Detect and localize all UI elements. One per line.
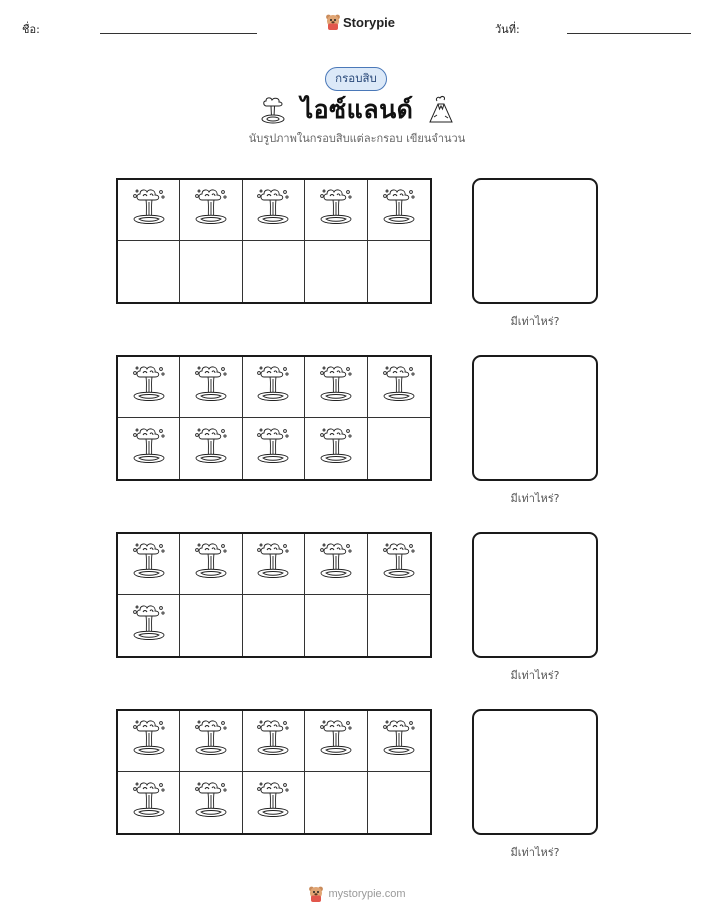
ten-frame-section — [0, 178, 714, 338]
ten-frame-cell — [305, 241, 367, 302]
volcano-icon — [427, 95, 455, 125]
ten-frame-cell — [180, 772, 242, 833]
geyser-icon — [191, 363, 231, 411]
geyser-icon — [253, 425, 293, 473]
ten-frame-cell — [305, 180, 367, 241]
geyser-icon — [259, 95, 287, 125]
ten-frame-cell — [368, 772, 430, 833]
geyser-icon — [316, 186, 356, 234]
title-row — [0, 90, 714, 130]
ten-frame — [116, 709, 432, 835]
question-label: มีเท่าไหร่? — [510, 492, 560, 505]
ten-frame-cell — [243, 711, 305, 772]
geyser-icon — [379, 540, 419, 588]
question-label: มีเท่าไหร่? — [510, 315, 560, 328]
geyser-icon — [129, 186, 169, 234]
ten-frame-cell — [368, 418, 430, 479]
ten-frame-cell — [368, 357, 430, 418]
geyser-icon — [253, 540, 293, 588]
geyser-icon — [129, 363, 169, 411]
brand-logo — [325, 13, 395, 31]
geyser-icon — [316, 363, 356, 411]
ten-frame-cell — [180, 711, 242, 772]
worksheet-title: ไอซ์แลนด์ — [300, 95, 414, 124]
ten-frame-cell — [243, 180, 305, 241]
ten-frame-cell — [368, 534, 430, 595]
ten-frame-cell — [118, 772, 180, 833]
ten-frame-cell — [368, 180, 430, 241]
ten-frame-cell — [368, 711, 430, 772]
ten-frame-cell — [305, 357, 367, 418]
instructions: นับรูปภาพในกรอบสิบแต่ละกรอบ เขียนจำนวน — [248, 132, 466, 145]
ten-frame-cell — [243, 595, 305, 656]
question-label: มีเท่าไหร่? — [510, 846, 560, 859]
ten-frame-cell — [118, 241, 180, 302]
geyser-icon — [129, 602, 169, 650]
storypie-bear-logo-icon — [325, 13, 341, 31]
ten-frame-cell — [118, 595, 180, 656]
topic-badge: กรอบสิบ — [325, 67, 387, 91]
date-label: วันที่: — [495, 23, 520, 36]
ten-frame-cell — [243, 418, 305, 479]
geyser-icon — [316, 717, 356, 765]
geyser-icon — [191, 425, 231, 473]
answer-box[interactable] — [472, 178, 598, 304]
geyser-icon — [191, 779, 231, 827]
ten-frame-section — [0, 709, 714, 869]
ten-frame-section — [0, 532, 714, 692]
ten-frame — [116, 532, 432, 658]
answer-box[interactable] — [472, 709, 598, 835]
ten-frame-cell — [180, 180, 242, 241]
ten-frame-cell — [305, 595, 367, 656]
geyser-icon — [379, 186, 419, 234]
ten-frame-cell — [180, 418, 242, 479]
geyser-icon — [191, 186, 231, 234]
ten-frame-cell — [305, 534, 367, 595]
ten-frame-cell — [243, 534, 305, 595]
geyser-icon — [129, 425, 169, 473]
ten-frame — [116, 355, 432, 481]
geyser-icon — [379, 363, 419, 411]
ten-frame-cell — [243, 241, 305, 302]
ten-frame-cell — [243, 357, 305, 418]
ten-frame-cell — [180, 534, 242, 595]
geyser-icon — [316, 425, 356, 473]
geyser-icon — [191, 540, 231, 588]
ten-frame-cell — [118, 180, 180, 241]
ten-frame-cell — [180, 241, 242, 302]
ten-frame-cell — [243, 772, 305, 833]
footer-url[interactable]: mystorypie.com — [328, 888, 406, 900]
ten-frame-cell — [305, 711, 367, 772]
geyser-icon — [129, 779, 169, 827]
brand-name: Storypie — [343, 14, 396, 30]
answer-box[interactable] — [472, 355, 598, 481]
geyser-icon — [316, 540, 356, 588]
geyser-icon — [253, 363, 293, 411]
ten-frame-cell — [305, 772, 367, 833]
ten-frame-cell — [305, 418, 367, 479]
ten-frame-cell — [368, 241, 430, 302]
geyser-icon — [253, 779, 293, 827]
ten-frame-cell — [118, 534, 180, 595]
geyser-icon — [253, 186, 293, 234]
ten-frame — [116, 178, 432, 304]
ten-frame-cell — [368, 595, 430, 656]
footer — [0, 885, 714, 903]
geyser-icon — [129, 717, 169, 765]
answer-box[interactable] — [472, 532, 598, 658]
question-label: มีเท่าไหร่? — [510, 669, 560, 682]
ten-frame-cell — [118, 357, 180, 418]
ten-frame-cell — [118, 711, 180, 772]
storypie-bear-logo-icon — [308, 885, 324, 903]
date-blank-line — [567, 33, 691, 34]
geyser-icon — [191, 717, 231, 765]
ten-frame-cell — [180, 595, 242, 656]
geyser-icon — [379, 717, 419, 765]
geyser-icon — [129, 540, 169, 588]
geyser-icon — [253, 717, 293, 765]
name-label: ชื่อ: — [22, 23, 40, 36]
ten-frame-cell — [180, 357, 242, 418]
ten-frame-cell — [118, 418, 180, 479]
name-blank-line — [100, 33, 257, 34]
ten-frame-section — [0, 355, 714, 515]
